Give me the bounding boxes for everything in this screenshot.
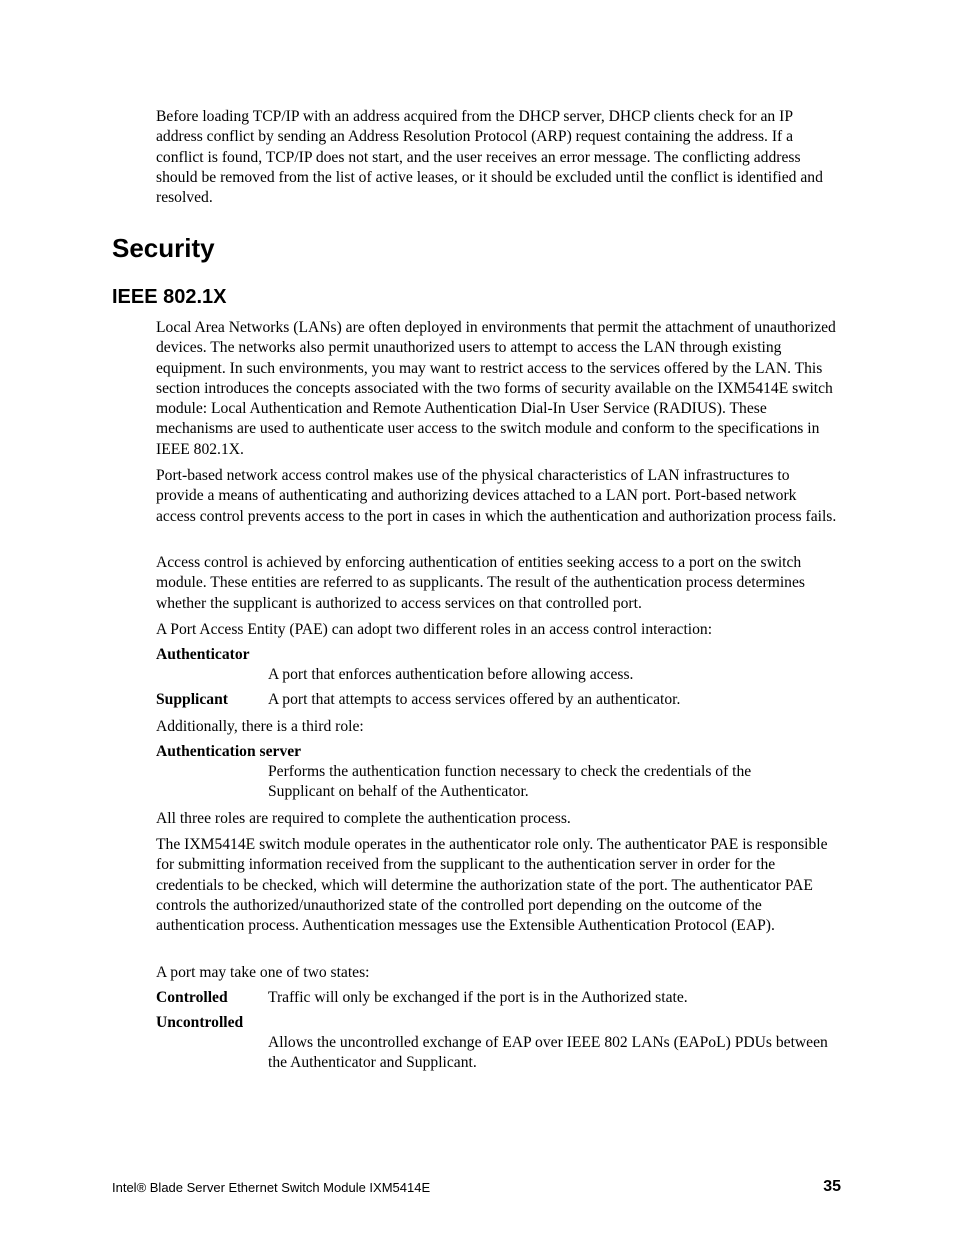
term-uncontrolled: Uncontrolled [156,1014,244,1031]
paragraph-lan-overview: Local Area Networks (LANs) are often deployed in environments that permit the attachment of unauthorized devices. The networks also permit unauthorized users to attempt to access the LAN through existing equipment. In such environments, you may want to restrict access to the services offered by the LAN. This section introduces the concepts associated with the two forms of security available on the IXM5414E switch module: Local Authentication and Remote Authentication Dial-In User Service (RADIUS). These mechanisms are used to authenticate user access to the switch module and conform to the specifications in IEEE 802.1X. [156,319,836,458]
footer-document-title: Intel® Blade Server Ethernet Switch Module IXM5414E [112,1180,431,1195]
definition-supplicant: A port that attempts to access services offered by an authenticator. [268,691,681,708]
paragraph-port-based-control: Port-based network access control makes use of the physical characteristics of LAN infrastructures to provide a means of authenticating and authorizing devices attached to a LAN port. Port-based network access control prevents access to the port in cases in which the authentication and authorization process fails. [156,467,837,525]
subsection-heading: IEEE 802.1X [112,286,227,308]
paragraph-operation: The IXM5414E switch module operates in the authenticator role only. The authenticator PAE is responsible for submitting information received from the supplicant to the authentication server in order for the credentials to be checked, which will determine the authorization state of the port. The authenticator PAE controls the authorized/unauthorized state of the controlled port depending on the outcome of the authentication process. Authentication messages use the Extensible Authentication Protocol (EAP). [156,836,828,935]
term-authenticator: Authenticator [156,646,250,663]
definition-uncontrolled: Allows the uncontrolled exchange of EAP over IEEE 802 LANs (EAPoL) PDUs between the Authenticator and Supplicant. [268,1034,828,1072]
definition-controlled: Traffic will only be exchanged if the port is in the Authorized state. [268,989,688,1006]
term-supplicant: Supplicant [156,691,228,708]
paragraph-states: A port may take one of two states: [156,964,370,981]
definition-authentication-server: Performs the authentication function necessary to check the credentials of the Supplicant on behalf of the Authenticator. [268,763,752,801]
paragraph-access-control: Access control is achieved by enforcing authentication of entities seeking access to a port on the switch module. These entities are referred to as supplicants. The result of the authentication process determines whether the supplicant is authorized to access services on that controlled port. [156,554,805,612]
definition-authenticator: A port that enforces authentication before allowing access. [268,666,634,683]
section-heading: Security [112,233,215,263]
term-controlled: Controlled [156,989,228,1006]
paragraph-pae-roles: A Port Access Entity (PAE) can adopt two different roles in an access control interaction: [156,621,713,638]
intro-paragraph: Before loading TCP/IP with an address acquired from the DHCP server, DHCP clients check for an IP address conflict by sending an Address Resolution Protocol (ARP) request containing the address. If a conflict is found, TCP/IP does not start, and the user receives an error message. The conflicting address should be removed from the list of active leases, or it should be excluded until the conflict is identified and resolved. [156,108,823,207]
paragraph-third-role: Additionally, there is a third role: [156,718,364,735]
footer-page-number: 35 [823,1178,841,1195]
term-authentication-server: Authentication server [156,743,302,760]
paragraph-all-roles: All three roles are required to complete the authentication process. [156,810,571,827]
